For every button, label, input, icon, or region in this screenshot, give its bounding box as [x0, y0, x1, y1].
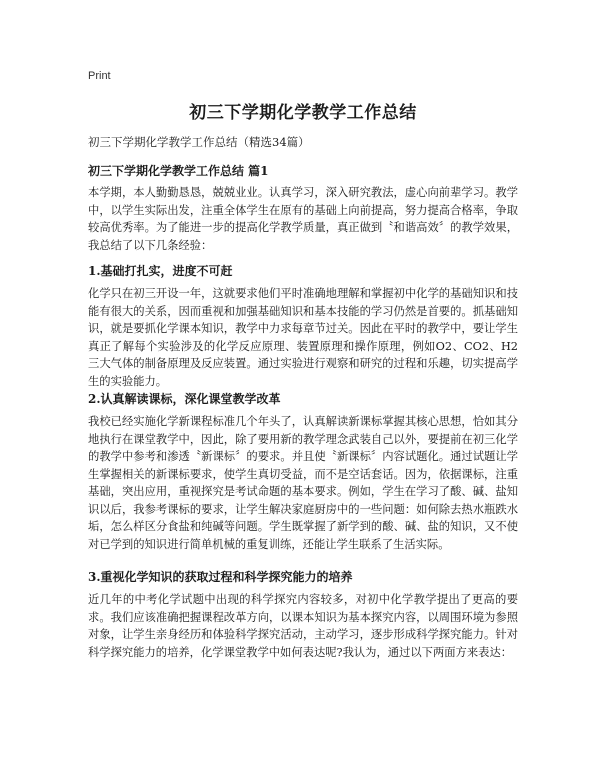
intro-paragraph: 本学期，本人勤勤恳恳，兢兢业业。认真学习，深入研究教法，虚心向前辈学习。教学中，以学生实际出发，注重全体学生在原有的基础上向前提高，努力提高合格率，争取较高优秀率。为了能进一步的提高化学教学质量，真正做到〝和谐高效〞的教学效果，我总结了以下几条经验： — [88, 186, 518, 252]
section-1-body: 化学只在初三开设一年，这就要求他们平时准确地理解和掌握初中化学的基础知识和技能有很大的关系，因而重视和加强基础知识和基本技能的学习仍然是首要的。抓基础知识，就是要抓化学课本知识，教学中力求每章节过关。因此在平时的教学中，要让学生真正了解每个实验涉及的化学反应原理、装置原理和操作原理，例如O2、CO2、H2三大气体的制备原理及反应装置。通过实验进行观察和研究的过程和乐趣，切实提高学生的实验能力。 — [88, 287, 518, 388]
section-3-heading: 3.重视化学知识的获取过程和科学探究能力的培养 — [88, 570, 353, 584]
article-heading: 初三下学期化学教学工作总结 篇1 — [88, 164, 269, 178]
page-title: 初三下学期化学教学工作总结 — [189, 103, 417, 123]
section-1-heading: 1.基础打扎实，进度不可赶 — [88, 264, 233, 278]
section-2-heading: 2.认真解读课标，深化课堂教学改革 — [88, 392, 281, 406]
print-link[interactable]: Print — [88, 70, 111, 82]
section-3-body: 近几年的中考化学试题中出现的科学探究内容较多，对初中化学教学提出了更高的要求。我们应该准确把握课程改革方向，以课本知识为基本探究内容，以周围环境为参照对象，让学生亲身经历和体验科学探究活动，主动学习，逐步形成科学探究能力。针对科学探究能力的培养，化学课堂教学中如何表达呢?我认为，通过以下两面方来表达： — [88, 593, 518, 659]
document-subtitle: 初三下学期化学教学工作总结（精选34篇） — [88, 135, 310, 149]
section-2-body: 我校已经实施化学新课程标准几个年头了，认真解读新课标掌握其核心思想，恰如其分地执行在课堂教学中，因此，除了要用新的教学理念武装自己以外，要提前在初三化学的教学中参考和渗透〝新课标〞的要求。并且使〝新课标〞内容试题化。通过试题让学生掌握相关的新课标要求，使学生真切受益，而不是空话套话。因为，依据课标，注重基础，突出应用，重视探究是考试命题的基本要求。例如，学生在学习了酸、碱、盐知识以后，我参考课标的要求，让学生解决家庭厨房中的一些问题：如何除去热水瓶跌水垢，怎么样区分食盐和纯碱等问题。学生既掌握了新学到的酸、碱、盐的知识，又不使对已学到的知识进行简单机械的重复训练，还能让学生联系了生活实际。 — [88, 415, 518, 551]
